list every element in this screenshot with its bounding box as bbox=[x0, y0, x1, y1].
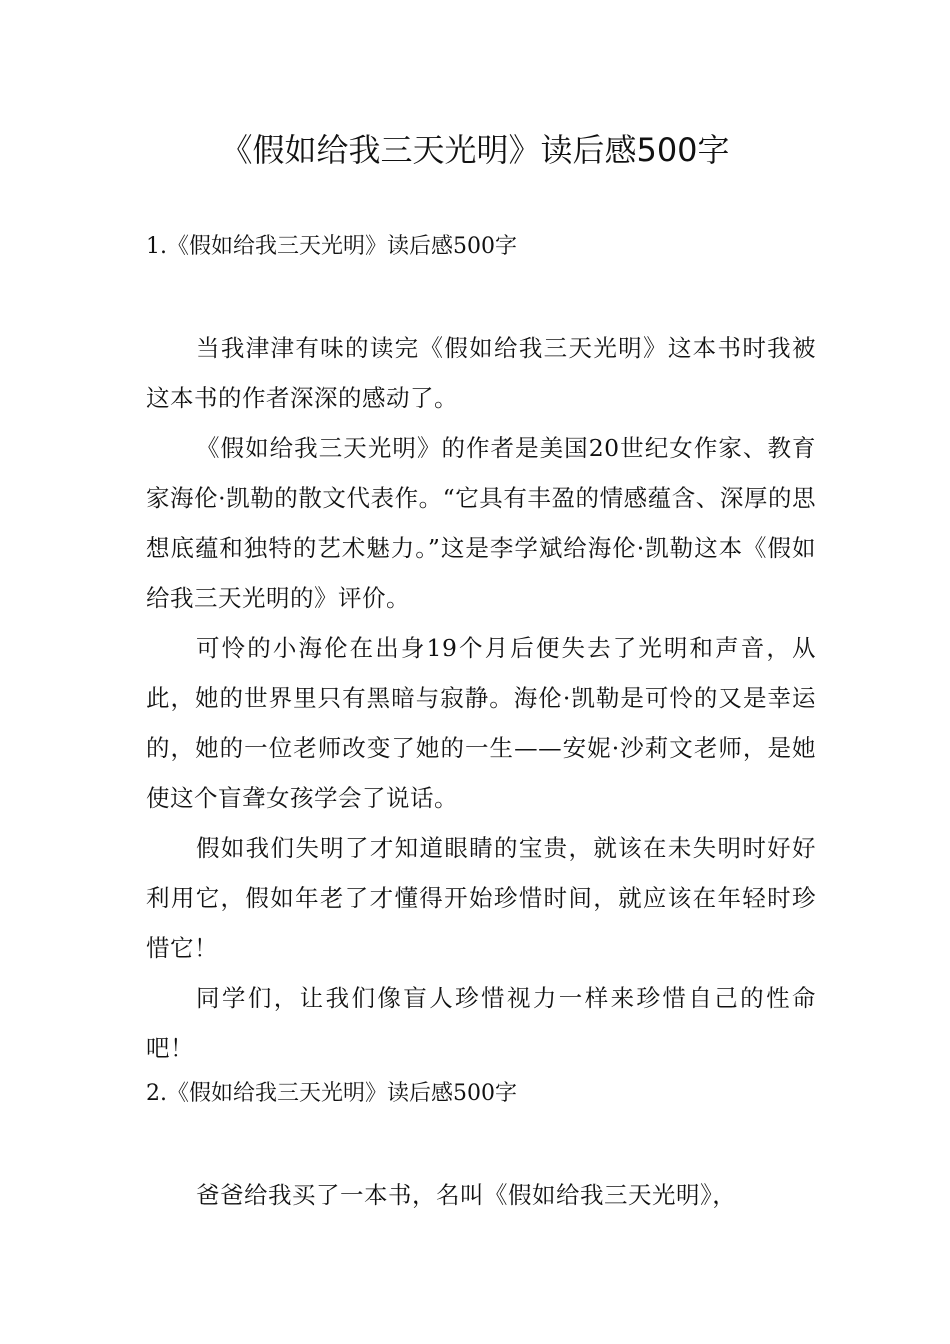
section-1-heading-block bbox=[146, 232, 816, 262]
section-2-body bbox=[146, 1170, 816, 1220]
paragraph: 可怜的小海伦在出身19个月后便失去了光明和声音，从此，她的世界里只有黑暗与寂静。海伦·凯勒是可怜的又是幸运的，她的一位老师改变了她的一生——安妮·沙莉文老师，是她使这个盲聋女孩学会了说话。 bbox=[146, 634, 816, 812]
section-2-heading-block bbox=[146, 1079, 816, 1109]
paragraph: 《假如给我三天光明》的作者是美国20世纪女作家、教育家海伦·凯勒的散文代表作。“它具有丰盈的情感蕴含、深厚的思想底蕴和独特的艺术魅力。”这是李学斌给海伦·凯勒这本《假如给我三天光明的》评价。 bbox=[146, 434, 816, 612]
document-title: 《假如给我三天光明》读后感500字 bbox=[220, 131, 730, 169]
section-heading: 1.《假如给我三天光明》读后感500字 bbox=[146, 234, 517, 259]
section-1-body bbox=[146, 323, 816, 1073]
section-heading: 2.《假如给我三天光明》读后感500字 bbox=[146, 1081, 517, 1106]
paragraph: 假如我们失明了才知道眼睛的宝贵，就该在未失明时好好利用它，假如年老了才懂得开始珍惜时间，就应该在年轻时珍惜它！ bbox=[146, 834, 816, 962]
paragraph: 当我津津有味的读完《假如给我三天光明》这本书时我被这本书的作者深深的感动了。 bbox=[146, 334, 816, 412]
paragraph: 爸爸给我买了一本书，名叫《假如给我三天光明》， bbox=[196, 1181, 737, 1209]
paragraph: 同学们，让我们像盲人珍惜视力一样来珍惜自己的性命吧！ bbox=[146, 984, 816, 1062]
